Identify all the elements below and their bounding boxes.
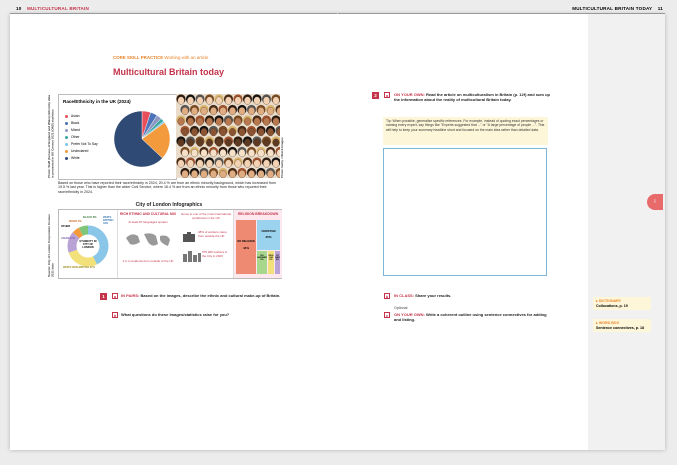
legend-item	[65, 148, 98, 155]
exercise-2c-text: ON YOUR OWN: Write a coherent outline using sentence connectives for adding and listing.	[394, 312, 547, 323]
exercise-2c-letter: c	[385, 313, 389, 318]
crowd-face	[258, 170, 265, 178]
legend-label: Prefer Not To Say	[71, 142, 98, 146]
ethnicity-donut-panel	[59, 210, 117, 278]
treemap-no-answer: NO ANSWER 9%	[257, 251, 267, 274]
cultural-mix-panel	[117, 210, 234, 278]
crowd-face	[187, 139, 194, 147]
crowd-face	[273, 118, 280, 126]
crowd-face	[277, 107, 280, 115]
religion-panel	[233, 210, 282, 278]
running-header-left	[16, 6, 89, 11]
wordbox-label: ▸ WORD BOX	[596, 321, 619, 325]
crowd-face	[263, 97, 270, 105]
crowd-face	[248, 170, 255, 178]
page-title: Multicultural Britain today	[113, 67, 225, 77]
crowd-face	[187, 160, 194, 168]
treemap-other-religion: OT HER 5%	[275, 251, 280, 274]
crowd-face	[201, 170, 208, 178]
crowd-face	[235, 97, 242, 105]
mix-title: RICH ETHNIC AND CULTURAL MIX	[119, 212, 177, 216]
crowd-face	[244, 118, 251, 126]
crowd-face	[258, 128, 265, 136]
crowd-face	[220, 107, 227, 115]
dictionary-text: Collocations, p. 19	[596, 303, 628, 308]
crowd-face	[178, 160, 185, 168]
crowd-face	[273, 160, 280, 168]
legend-label: White	[71, 156, 80, 160]
crowd-face	[273, 97, 280, 105]
exercise-1b-text: What questions do these images/statistics raise for you?	[121, 312, 230, 317]
donut-other-label: OTHER	[61, 225, 71, 228]
treemap-muslim: MUS LIM 5%	[268, 251, 274, 274]
crowd-face	[254, 139, 261, 147]
legend-swatch	[65, 157, 68, 160]
legend-label: Other	[71, 135, 80, 139]
world-map-icon	[122, 230, 174, 252]
exercise-2-number: 2	[372, 92, 379, 99]
crowd-face	[258, 149, 265, 157]
donut-white-other-label: WHITE NON-BRITISH 27%	[63, 266, 96, 269]
crowd-face	[235, 139, 242, 147]
crowd-face	[191, 170, 198, 178]
crowd-face	[258, 107, 265, 115]
crowd-face	[187, 118, 194, 126]
crowd-face	[210, 149, 217, 157]
margin-sidebar	[588, 14, 665, 450]
infographic-source: Source: City of London Corporation Census 2021 data	[47, 214, 55, 277]
treemap-no-religion: NO RELIGION 44%	[236, 220, 256, 274]
crowd-face	[197, 160, 204, 168]
crowd-face	[254, 118, 261, 126]
crowd-face	[225, 97, 232, 105]
legend-swatch	[65, 143, 68, 146]
crowd-face	[235, 118, 242, 126]
exercise-1-number: 1	[100, 293, 107, 300]
crowd-face	[225, 118, 232, 126]
summary-writing-box[interactable]	[383, 148, 547, 276]
legend-swatch	[65, 122, 68, 125]
crowd-face	[267, 149, 274, 157]
crowd-face	[263, 139, 270, 147]
legend-label: Undeclared	[71, 149, 89, 153]
legend-item	[65, 134, 98, 141]
crowd-face	[229, 170, 236, 178]
header-rule-right	[338, 13, 665, 14]
legend-swatch	[65, 115, 68, 118]
dictionary-label: ▸ DICTIONARY	[596, 299, 622, 303]
legend-swatch	[65, 129, 68, 132]
exercise-2a-text: ON YOUR OWN: Read the article on multiculturalism in Britain (p. 12f) and sum up the information about the reality of multicultural Britain today.	[394, 92, 550, 103]
running-title-left: MULTICULTURAL BRITAIN	[27, 6, 90, 11]
tip-box: Tip: When possible, generalise specific references. For example, instead of quoting exact percentages or naming every expert, say things like "Experts suggested that ..." or "A large percentage of people ...". This will help to keep your summary headline short and focused on the main idea rather than detailed data.	[383, 117, 548, 145]
donut-black-label: BLACK 8%	[83, 216, 97, 219]
donut-white-british-label: WHITE BRITISH 43%	[103, 216, 114, 225]
workers-count-stat: 575,000 workers in the City in 2023	[202, 250, 228, 258]
crowd-face	[239, 149, 246, 157]
crowd-face	[191, 128, 198, 136]
crowd-face	[220, 128, 227, 136]
crowd-face	[187, 97, 194, 105]
city-skyline-icon	[182, 250, 202, 262]
chapter-tab[interactable]: I	[647, 194, 663, 210]
crowd-face	[197, 118, 204, 126]
crowd-face	[178, 97, 185, 105]
crowd-face	[191, 149, 198, 157]
ethnicity-pie-chart	[58, 94, 177, 180]
crowd-face	[216, 160, 223, 168]
exercise-2b-text: IN CLASS: Share your results.	[394, 293, 452, 298]
crowd-face	[239, 170, 246, 178]
legend-item	[65, 127, 98, 134]
crowd-face	[216, 139, 223, 147]
exercise-2b-letter: b	[385, 294, 389, 299]
crowd-face	[216, 97, 223, 105]
legend-swatch	[65, 150, 68, 153]
crowd-face	[201, 107, 208, 115]
treemap-christian: CHRISTIAN 35%	[257, 220, 280, 250]
crowd-face	[220, 149, 227, 157]
crowd-face	[210, 107, 217, 115]
crowd-face	[206, 118, 213, 126]
religion-title: RELIGION BREAKDOWN	[237, 212, 279, 216]
crowd-face	[248, 149, 255, 157]
pie-source-text: Photo: Staff (Census of England and Wales) Ethnicity data is presented in UK Census 2021 (ONS) statistics	[47, 94, 55, 178]
briefcase-icon	[182, 232, 196, 242]
languages-stat: At least 87 languages spoken	[128, 220, 168, 224]
crowd-face	[229, 128, 236, 136]
pie-legend	[65, 113, 98, 162]
crowd-face	[182, 128, 189, 136]
crowd-face	[182, 170, 189, 178]
crowd-face	[248, 128, 255, 136]
donut-center-label: ETHNICITY IN CITY OF LONDON	[79, 240, 97, 249]
exercise-2a-letter: a	[385, 93, 389, 98]
legend-label: Mixed	[71, 128, 81, 132]
crowd-face	[206, 160, 213, 168]
legend-item	[65, 113, 98, 120]
crowd-face	[254, 97, 261, 105]
crowd-face	[239, 128, 246, 136]
crowd-face	[197, 139, 204, 147]
exercise-1a-letter: a	[113, 294, 117, 299]
crowd-face	[229, 107, 236, 115]
crowd-face	[216, 118, 223, 126]
crowd-face	[263, 160, 270, 168]
page-number-left: 10	[16, 6, 22, 11]
legend-item	[65, 120, 98, 127]
crowd-face	[225, 139, 232, 147]
crowd-face	[239, 107, 246, 115]
infographic-title: City of London Infographics	[135, 202, 203, 208]
crowd-face	[191, 107, 198, 115]
wordbox-text: Sentence connectives, p. 18	[596, 325, 644, 330]
exercise-1a-text: IN PAIRS: Based on the images, describe the ethnic and cultural make-up of Britain.	[121, 293, 281, 298]
pie-svg	[112, 109, 172, 169]
crowd-face	[244, 139, 251, 147]
crowd-face	[267, 128, 274, 136]
legend-label: Asian	[71, 114, 80, 118]
wordbox-note	[593, 319, 651, 332]
optional-label: Optional	[394, 306, 408, 310]
page-number-right: 11	[657, 6, 663, 11]
crowd-face	[197, 97, 204, 105]
crowd-face	[235, 160, 242, 168]
section-kicker	[113, 55, 209, 60]
pie-title: Race/Ethnicity in the UK (2024)	[63, 99, 131, 104]
crowd-face	[225, 160, 232, 168]
crowd-face	[201, 149, 208, 157]
crowd-face	[206, 97, 213, 105]
crowd-face	[244, 97, 251, 105]
crowd-face	[178, 139, 185, 147]
exercise-1b-letter: b	[113, 313, 117, 318]
legend-swatch	[65, 136, 68, 139]
city-of-london-infographic	[58, 209, 282, 279]
workers-pct-stat: 48% of workers came from outside the UK	[198, 230, 227, 238]
photo-credit: Photo: Getty / iStock Images	[280, 137, 284, 178]
crowd-face	[229, 149, 236, 157]
crowd-face	[277, 128, 280, 136]
crowd-face	[267, 107, 274, 115]
crowd-face	[244, 160, 251, 168]
crowd-face	[254, 160, 261, 168]
crowd-faces-svg	[176, 94, 280, 178]
crowd-face	[220, 170, 227, 178]
crowd-illustration	[176, 94, 280, 178]
crowd-face	[210, 170, 217, 178]
crowd-face	[267, 170, 274, 178]
crowd-face	[206, 139, 213, 147]
legend-item	[65, 141, 98, 148]
donut-mixed-label: MIXED 6%	[69, 220, 82, 223]
crowd-face	[273, 139, 280, 147]
crowd-face	[210, 128, 217, 136]
legend-label: Black	[71, 121, 80, 125]
legend-item	[65, 155, 98, 162]
kicker-prefix: CORE SKILL PRACTICE	[113, 55, 164, 60]
residents-stat: 1 in 2 residents born outside of the UK	[122, 259, 174, 263]
dictionary-note	[593, 297, 651, 310]
crowd-face	[182, 107, 189, 115]
donut-asian-label: ASIAN 17%	[61, 237, 76, 240]
crowd-face	[178, 118, 185, 126]
crowd-face	[263, 118, 270, 126]
kicker-suffix: Working with an article	[164, 55, 209, 60]
workforce-stat: Home to one of the most international workforces in the UK	[180, 212, 232, 220]
running-title-right: MULTICULTURAL BRITAIN TODAY	[572, 6, 653, 11]
header-rule-left	[10, 13, 337, 14]
pie-caption: Based on those who have reported their race/ethnicity in 2024, 20.4 % are from an ethnic minority background, which has increased from 19.5 % last year. This is higher than the wider Civil Service, where 16.4 % are from an ethnic minority from those who reported their race/ethnicity in 2024.	[58, 181, 276, 194]
running-header-right	[572, 6, 663, 11]
crowd-face	[201, 128, 208, 136]
crowd-face	[248, 107, 255, 115]
crowd-face	[182, 149, 189, 157]
